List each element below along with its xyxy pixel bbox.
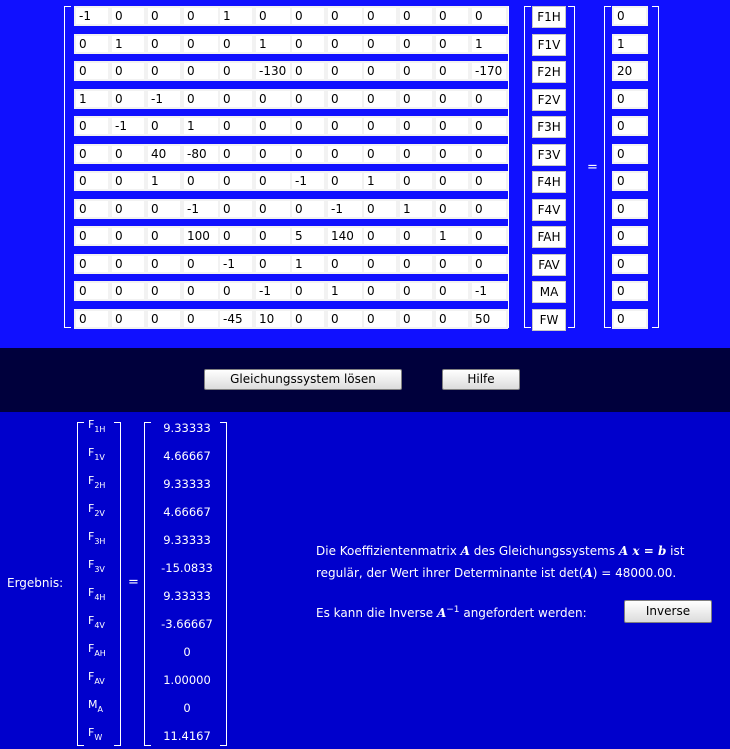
matrix-cell[interactable]: 0 <box>254 199 292 219</box>
matrix-cell[interactable]: 0 <box>146 309 182 329</box>
matrix-bracket-right <box>502 6 509 328</box>
matrix-cell[interactable]: 10 <box>254 309 292 329</box>
names-bracket-left <box>77 422 84 746</box>
matrix-cell[interactable]: 0 <box>470 6 508 26</box>
rhs-cell[interactable]: 0 <box>612 144 648 164</box>
equation-symbol: A x = b <box>618 544 667 558</box>
matrix-cell[interactable]: 0 <box>74 61 110 81</box>
name-subscript: W <box>94 733 103 742</box>
matrix-cell[interactable]: 40 <box>146 144 182 164</box>
matrix-cell[interactable]: 0 <box>434 89 470 109</box>
matrix-cell[interactable]: 1 <box>326 281 364 301</box>
matrix-cell[interactable]: -1 <box>326 199 364 219</box>
matrix-cell[interactable]: 0 <box>218 116 254 136</box>
matrix-cell[interactable]: 5 <box>290 226 326 246</box>
matrix-cell[interactable]: 0 <box>290 6 326 26</box>
name-base: F <box>88 418 95 431</box>
matrix-cell[interactable]: 0 <box>326 34 364 54</box>
name-base: F <box>88 502 95 515</box>
name-base: F <box>88 530 95 543</box>
name-subscript: 2V <box>94 509 105 518</box>
name-subscript: AH <box>94 649 106 658</box>
matrix-cell[interactable]: 0 <box>110 89 146 109</box>
matrix-cell[interactable]: 0 <box>218 144 254 164</box>
info-text: ist <box>666 544 685 558</box>
matrix-cell[interactable]: 0 <box>110 254 146 274</box>
matrix-cell[interactable]: 0 <box>362 6 398 26</box>
matrix-cell[interactable]: 0 <box>434 199 470 219</box>
matrix-cell[interactable]: 0 <box>146 226 182 246</box>
names-bracket-right <box>114 422 121 746</box>
result-value: 4.66667 <box>163 449 211 463</box>
name-subscript: 1H <box>94 425 106 434</box>
matrix-cell[interactable]: 0 <box>362 89 398 109</box>
info-line-2 <box>316 566 676 580</box>
variables-bracket-left <box>524 6 531 328</box>
matrix-cell[interactable]: 0 <box>254 144 292 164</box>
info-text: Es kann die Inverse <box>316 606 437 620</box>
matrix-cell[interactable]: 0 <box>110 199 146 219</box>
rhs-cell[interactable]: 0 <box>612 281 648 301</box>
matrix-cell[interactable]: 0 <box>254 6 292 26</box>
rhs-cell[interactable]: 20 <box>612 61 648 81</box>
matrix-cell[interactable]: 0 <box>398 34 434 54</box>
matrix-bracket-left <box>64 6 71 328</box>
values-bracket-left <box>144 422 151 746</box>
matrix-cell[interactable]: 0 <box>398 254 434 274</box>
matrix-cell[interactable]: 0 <box>470 226 508 246</box>
matrix-cell[interactable]: 0 <box>326 309 364 329</box>
variable-label: FW <box>532 309 566 331</box>
matrix-cell[interactable]: 0 <box>470 89 508 109</box>
matrix-cell[interactable]: 0 <box>326 144 364 164</box>
input-panel <box>0 0 730 348</box>
matrix-cell[interactable]: -1 <box>146 89 182 109</box>
matrix-cell[interactable]: 0 <box>182 34 220 54</box>
matrix-cell[interactable]: 0 <box>218 226 254 246</box>
matrix-cell[interactable]: -80 <box>182 144 220 164</box>
matrix-cell[interactable]: 0 <box>182 171 220 191</box>
matrix-cell[interactable]: 1 <box>398 199 434 219</box>
matrix-cell[interactable]: 0 <box>326 171 364 191</box>
name-base: F <box>88 642 95 655</box>
action-bar <box>0 348 730 412</box>
result-variable-name <box>88 446 112 462</box>
result-variable-name <box>88 418 112 434</box>
matrix-cell[interactable]: 0 <box>290 89 326 109</box>
matrix-cell[interactable]: 0 <box>326 6 364 26</box>
name-base: M <box>88 698 98 711</box>
matrix-cell[interactable]: 0 <box>326 89 364 109</box>
info-text: Die Koeffizientenmatrix <box>316 544 461 558</box>
rhs-cell[interactable]: 0 <box>612 116 648 136</box>
matrix-cell[interactable]: -1 <box>254 281 292 301</box>
info-line-1 <box>316 544 684 558</box>
result-value: 11.4167 <box>163 729 211 743</box>
result-variable-name <box>88 502 112 518</box>
name-subscript: 2H <box>94 481 106 490</box>
matrix-cell[interactable]: 0 <box>470 171 508 191</box>
result-variable-name <box>88 698 112 714</box>
name-base: F <box>88 614 95 627</box>
matrix-cell[interactable]: 0 <box>218 199 254 219</box>
values-bracket-right <box>220 422 227 746</box>
matrix-cell[interactable]: 0 <box>254 171 292 191</box>
matrix-cell[interactable]: 0 <box>434 254 470 274</box>
result-variable-name <box>88 726 112 742</box>
matrix-cell[interactable]: 0 <box>398 89 434 109</box>
matrix-cell[interactable]: 0 <box>326 254 364 274</box>
matrix-cell[interactable]: 1 <box>254 34 292 54</box>
result-value: 0 <box>183 701 191 715</box>
result-equals-sign: = <box>128 575 139 590</box>
determinant-value: ) = 48000.00. <box>592 566 677 580</box>
matrix-cell[interactable]: 0 <box>290 309 326 329</box>
matrix-cell[interactable]: 1 <box>218 6 254 26</box>
matrix-cell[interactable]: 0 <box>110 144 146 164</box>
matrix-cell[interactable]: 0 <box>218 281 254 301</box>
matrix-cell[interactable]: 0 <box>290 61 326 81</box>
info-line-3 <box>316 605 587 620</box>
matrix-cell[interactable]: 0 <box>146 34 182 54</box>
result-value: 9.33333 <box>163 589 211 603</box>
matrix-cell[interactable]: 0 <box>362 199 398 219</box>
matrix-cell[interactable]: 0 <box>398 61 434 81</box>
matrix-cell[interactable]: -1 <box>290 171 326 191</box>
matrix-cell[interactable]: 0 <box>434 34 470 54</box>
matrix-cell[interactable]: 0 <box>146 116 182 136</box>
name-base: F <box>88 586 95 599</box>
matrix-cell[interactable]: 0 <box>398 281 434 301</box>
matrix-cell[interactable]: 0 <box>74 116 110 136</box>
matrix-cell[interactable]: 0 <box>362 34 398 54</box>
result-value: 9.33333 <box>163 477 211 491</box>
matrix-symbol: A <box>460 544 470 558</box>
variable-label: F2V <box>532 89 566 111</box>
name-base: F <box>88 726 95 739</box>
help-button[interactable]: Hilfe <box>442 369 520 390</box>
result-value: 1.00000 <box>163 673 211 687</box>
inverse-button[interactable]: Inverse <box>624 600 712 623</box>
variable-label: F1V <box>532 34 566 56</box>
result-variable-name <box>88 614 112 630</box>
matrix-cell[interactable]: 1 <box>362 171 398 191</box>
name-subscript: 3H <box>94 537 106 546</box>
matrix-cell[interactable]: 0 <box>182 309 220 329</box>
name-subscript: A <box>97 705 103 714</box>
matrix-cell[interactable]: 0 <box>470 144 508 164</box>
matrix-cell[interactable]: 0 <box>254 89 292 109</box>
name-subscript: AV <box>94 677 105 686</box>
matrix-cell[interactable]: 1 <box>74 89 110 109</box>
result-variable-name <box>88 474 112 490</box>
rhs-bracket-left <box>604 6 611 328</box>
matrix-cell[interactable]: 0 <box>362 144 398 164</box>
result-value: -15.0833 <box>161 561 213 575</box>
matrix-cell[interactable]: -1 <box>218 254 254 274</box>
result-variable-name <box>88 558 112 574</box>
info-text: des Gleichungssystems <box>469 544 619 558</box>
matrix-cell[interactable]: 0 <box>290 34 326 54</box>
variable-label: F2H <box>532 61 566 83</box>
matrix-cell[interactable]: 0 <box>398 144 434 164</box>
variable-label: F4V <box>532 199 566 221</box>
equals-sign: = <box>587 160 598 175</box>
matrix-cell[interactable]: 1 <box>146 171 182 191</box>
matrix-cell[interactable]: 0 <box>218 89 254 109</box>
matrix-cell[interactable]: 0 <box>326 116 364 136</box>
matrix-cell[interactable]: 0 <box>74 171 110 191</box>
variable-label: F4H <box>532 171 566 193</box>
name-subscript: 1V <box>94 453 105 462</box>
rhs-cell[interactable]: 1 <box>612 34 648 54</box>
rhs-cell[interactable]: 0 <box>612 89 648 109</box>
matrix-cell[interactable]: 1 <box>290 254 326 274</box>
result-variable-name <box>88 670 112 686</box>
matrix-cell[interactable]: 0 <box>218 171 254 191</box>
name-subscript: 3V <box>94 565 105 574</box>
matrix-cell[interactable]: -170 <box>470 61 508 81</box>
rhs-cell[interactable]: 0 <box>612 171 648 191</box>
matrix-cell[interactable]: 0 <box>146 199 182 219</box>
matrix-cell[interactable]: 0 <box>470 116 508 136</box>
matrix-cell[interactable]: 100 <box>182 226 220 246</box>
matrix-cell[interactable]: 0 <box>74 281 110 301</box>
name-base: F <box>88 670 95 683</box>
result-variable-name <box>88 530 112 546</box>
result-value: 4.66667 <box>163 505 211 519</box>
matrix-cell[interactable]: 140 <box>326 226 364 246</box>
variable-label: FAH <box>532 226 566 248</box>
matrix-cell[interactable]: 1 <box>470 34 508 54</box>
info-text: regulär, der Wert ihrer Determinante ist det( <box>316 566 584 580</box>
matrix-cell[interactable]: 0 <box>434 171 470 191</box>
solve-button[interactable]: Gleichungssystem lösen <box>204 369 402 390</box>
variable-label: F3V <box>532 144 566 166</box>
result-label: Ergebnis: <box>7 576 64 590</box>
matrix-cell[interactable]: 1 <box>182 116 220 136</box>
matrix-cell[interactable]: 0 <box>290 281 326 301</box>
matrix-cell[interactable]: 0 <box>362 226 398 246</box>
result-panel <box>0 412 730 749</box>
matrix-cell[interactable]: 0 <box>74 226 110 246</box>
variable-label: F1H <box>532 6 566 28</box>
matrix-cell[interactable]: 0 <box>110 171 146 191</box>
matrix-cell[interactable]: 0 <box>182 6 220 26</box>
matrix-cell[interactable]: 0 <box>434 6 470 26</box>
matrix-cell[interactable]: 0 <box>74 34 110 54</box>
matrix-cell[interactable]: 0 <box>362 116 398 136</box>
matrix-cell[interactable]: 0 <box>434 309 470 329</box>
matrix-cell[interactable]: 0 <box>326 61 364 81</box>
matrix-cell[interactable]: 0 <box>254 254 292 274</box>
matrix-cell[interactable]: 0 <box>398 309 434 329</box>
rhs-bracket-right <box>652 6 659 328</box>
variable-label: FAV <box>532 254 566 276</box>
matrix-cell[interactable]: 0 <box>110 226 146 246</box>
name-base: F <box>88 558 95 571</box>
rhs-cell[interactable]: 0 <box>612 226 648 246</box>
matrix-cell[interactable]: 0 <box>362 254 398 274</box>
matrix-cell[interactable]: 0 <box>218 34 254 54</box>
matrix-cell[interactable]: 1 <box>434 226 470 246</box>
name-subscript: 4V <box>94 621 105 630</box>
inverse-exponent: −1 <box>446 605 460 615</box>
matrix-cell[interactable]: 0 <box>290 116 326 136</box>
variable-label: F3H <box>532 116 566 138</box>
matrix-symbol: A <box>583 566 593 580</box>
matrix-cell[interactable]: 0 <box>218 61 254 81</box>
matrix-cell[interactable]: 0 <box>182 61 220 81</box>
matrix-cell[interactable]: -1 <box>470 281 508 301</box>
matrix-cell[interactable]: 0 <box>434 116 470 136</box>
matrix-cell[interactable]: 0 <box>110 6 146 26</box>
matrix-cell[interactable]: -1 <box>74 6 110 26</box>
name-subscript: 4H <box>94 593 106 602</box>
matrix-cell[interactable]: -1 <box>110 116 146 136</box>
matrix-cell[interactable]: 0 <box>74 199 110 219</box>
matrix-cell[interactable]: -130 <box>254 61 292 81</box>
matrix-cell[interactable]: 0 <box>254 116 292 136</box>
rhs-cell[interactable]: 0 <box>612 6 648 26</box>
matrix-cell[interactable]: 0 <box>434 281 470 301</box>
matrix-cell[interactable]: 0 <box>290 199 326 219</box>
matrix-cell[interactable]: 50 <box>470 309 508 329</box>
matrix-cell[interactable]: 0 <box>74 309 110 329</box>
rhs-cell[interactable]: 0 <box>612 199 648 219</box>
matrix-cell[interactable]: 0 <box>182 281 220 301</box>
matrix-cell[interactable]: 0 <box>362 309 398 329</box>
matrix-cell[interactable]: 0 <box>398 171 434 191</box>
variables-bracket-right <box>568 6 575 328</box>
matrix-cell[interactable]: 0 <box>110 281 146 301</box>
matrix-cell[interactable]: 1 <box>110 34 146 54</box>
matrix-cell[interactable]: 0 <box>398 116 434 136</box>
matrix-cell[interactable]: 0 <box>434 61 470 81</box>
matrix-cell[interactable]: 0 <box>470 254 508 274</box>
matrix-cell[interactable]: 0 <box>74 254 110 274</box>
matrix-cell[interactable]: 0 <box>110 61 146 81</box>
matrix-cell[interactable]: 0 <box>398 6 434 26</box>
result-value: -3.66667 <box>161 617 213 631</box>
result-variable-name <box>88 586 112 602</box>
matrix-cell[interactable]: 0 <box>398 226 434 246</box>
name-base: F <box>88 446 95 459</box>
result-value: 0 <box>183 645 191 659</box>
matrix-cell[interactable]: 0 <box>110 309 146 329</box>
matrix-cell[interactable]: 0 <box>362 281 398 301</box>
result-value: 9.33333 <box>163 533 211 547</box>
matrix-cell[interactable]: 0 <box>182 254 220 274</box>
rhs-cell[interactable]: 0 <box>612 309 648 329</box>
result-variable-name <box>88 642 112 658</box>
matrix-cell[interactable]: 0 <box>74 144 110 164</box>
matrix-cell[interactable]: 0 <box>290 144 326 164</box>
name-base: F <box>88 474 95 487</box>
matrix-cell[interactable]: 0 <box>182 89 220 109</box>
variable-label: MA <box>532 281 566 303</box>
matrix-cell[interactable]: 0 <box>146 61 182 81</box>
matrix-symbol: A <box>436 606 447 620</box>
matrix-cell[interactable]: -45 <box>218 309 254 329</box>
matrix-cell[interactable]: 0 <box>362 61 398 81</box>
matrix-cell[interactable]: 0 <box>146 6 182 26</box>
matrix-cell[interactable]: 0 <box>470 199 508 219</box>
matrix-cell[interactable]: -1 <box>182 199 220 219</box>
matrix-cell[interactable]: 0 <box>146 254 182 274</box>
result-value: 9.33333 <box>163 421 211 435</box>
rhs-cell[interactable]: 0 <box>612 254 648 274</box>
matrix-cell[interactable]: 0 <box>434 144 470 164</box>
info-text: angefordert werden: <box>459 606 587 620</box>
matrix-cell[interactable]: 0 <box>146 281 182 301</box>
matrix-cell[interactable]: 0 <box>254 226 292 246</box>
